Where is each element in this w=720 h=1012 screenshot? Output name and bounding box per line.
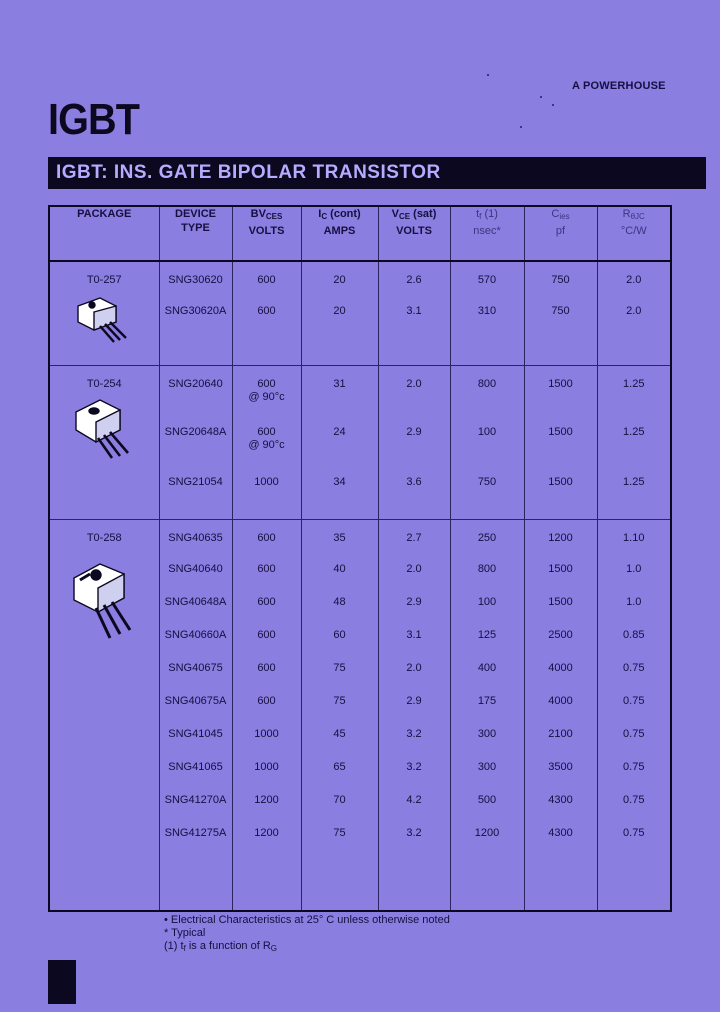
device-type: SNG40640: [168, 562, 223, 575]
vce-sat-value: 3.2: [406, 760, 422, 773]
ic-value: 40: [333, 562, 346, 575]
cies-value: 2100: [548, 727, 573, 740]
bv-condition: @ 90°c: [248, 438, 285, 451]
ic-value: 75: [333, 694, 346, 707]
footnote-tf: (1) $t_f$ is a function of $R_G$: [164, 940, 278, 953]
device-column-cell: [159, 261, 232, 365]
vce-sat-value: 2.9: [406, 595, 422, 608]
package-cell: [49, 519, 159, 911]
device-type: SNG21054: [168, 475, 223, 488]
header-bvces: $BV_{CES}$ VOLTS: [232, 206, 301, 261]
banner-text: IGBT: INS. GATE BIPOLAR TRANSISTOR: [56, 162, 441, 183]
bvces-value: 600 @ 90°c: [248, 377, 285, 403]
rthjc-value: 2.0: [626, 305, 642, 317]
ic-value: 35: [333, 531, 346, 544]
header-package: PACKAGE: [49, 206, 159, 261]
cies-value: 1500: [548, 425, 573, 438]
bvces-column-cell: [232, 519, 301, 911]
cies-value: 4000: [548, 661, 573, 674]
bvces-value: 1200: [254, 826, 279, 839]
rthjc-value: 0.75: [623, 727, 645, 740]
bvces-column-cell: [232, 365, 301, 519]
cies-value: 1500: [548, 377, 573, 390]
tf-value: 310: [477, 305, 497, 317]
to257-package-icon: [70, 292, 140, 352]
cies-value: 2500: [548, 628, 573, 641]
table-header-row: [49, 206, 671, 261]
tf-value: 750: [477, 475, 497, 488]
package-name: T0-257: [86, 274, 122, 286]
cies-column-cell: [524, 261, 597, 365]
cies-value: 1200: [548, 531, 573, 544]
vce-sat-value: 2.6: [406, 274, 422, 286]
ic-value: 70: [333, 793, 346, 806]
bvces-value: 600: [257, 274, 276, 286]
brand-tagline: A POWERHOUSE: [572, 80, 666, 92]
vce-sat-value: 2.0: [406, 661, 422, 674]
tf-value: 400: [477, 661, 497, 674]
bvces-value: 1000: [254, 475, 279, 488]
ic-value: 24: [333, 425, 346, 438]
rthjc-value: 0.75: [623, 661, 645, 674]
vce-sat-value: 3.1: [406, 628, 422, 641]
tf-column-cell: [450, 261, 524, 365]
vce-sat-value: 2.9: [406, 694, 422, 707]
package-group: [49, 261, 671, 365]
rthjc-value: 1.25: [623, 425, 645, 438]
package-image: [70, 396, 144, 469]
package-group: [49, 519, 671, 911]
vce-sat-column-cell: [378, 519, 450, 911]
ic-value: 45: [333, 727, 346, 740]
device-type: SNG41045: [168, 727, 223, 740]
ic-column-cell: [301, 261, 378, 365]
footnotes: [164, 914, 450, 955]
scan-speck: [552, 104, 554, 106]
cies-column-cell: [524, 365, 597, 519]
header-device-type: DEVICE TYPE: [159, 206, 232, 261]
vce-sat-value: 2.0: [406, 377, 422, 390]
bvces-value: 1000: [254, 760, 279, 773]
header-vce-sat: $V_{CE}$ (sat) VOLTS: [378, 206, 450, 261]
bvces-value: 600: [257, 595, 276, 608]
cies-value: 1500: [548, 475, 573, 488]
device-type: SNG40675A: [164, 694, 227, 707]
bvces-value: 600: [257, 531, 276, 544]
ic-column-cell: [301, 365, 378, 519]
cies-value: 1500: [548, 595, 573, 608]
ic-value: 34: [333, 475, 346, 488]
scan-speck: [487, 74, 489, 76]
cies-value: 1500: [548, 562, 573, 575]
device-type: SNG20640: [168, 377, 223, 390]
tf-column-cell: [450, 365, 524, 519]
device-type: SNG41270A: [164, 793, 227, 806]
bvces-value: 600: [257, 661, 276, 674]
bvces-value: 600: [257, 562, 276, 575]
device-column-cell: [159, 365, 232, 519]
tf-value: 250: [477, 531, 497, 544]
device-type: SNG40660A: [164, 628, 227, 641]
rthjc-value: 1.0: [626, 562, 642, 575]
spec-table: [48, 205, 672, 912]
vce-sat-value: 3.2: [406, 727, 422, 740]
device-type: SNG30620A: [164, 305, 227, 317]
tf-value: 1200: [474, 826, 500, 839]
ic-value: 20: [333, 274, 346, 286]
cies-value: 4300: [548, 793, 573, 806]
vce-sat-value: 3.6: [406, 475, 422, 488]
cies-value: 4000: [548, 694, 573, 707]
tf-value: 800: [477, 377, 497, 390]
ic-value: 31: [333, 377, 346, 390]
to254-package-icon: [70, 396, 144, 466]
rthjc-column-cell: [597, 365, 671, 519]
vce-sat-column-cell: [378, 261, 450, 365]
bvces-value: 1000: [254, 727, 279, 740]
scan-speck: [520, 126, 522, 128]
bvces-value: 1200: [254, 793, 279, 806]
cies-value: 3500: [548, 760, 573, 773]
to258-package-icon: [70, 558, 148, 644]
rthjc-value: 0.75: [623, 694, 645, 707]
device-type: SNG30620: [168, 274, 223, 286]
bvces-value: 600: [257, 694, 276, 707]
footnote-typical: * Typical: [164, 927, 206, 939]
device-column-cell: [159, 519, 232, 911]
ic-value: 20: [333, 305, 346, 317]
tf-value: 125: [477, 628, 497, 641]
ic-value: 48: [333, 595, 346, 608]
page-title: IGBT: [48, 95, 139, 144]
ic-value: 75: [333, 826, 346, 839]
page-edge-block: [48, 960, 76, 1004]
device-type: SNG40635: [168, 531, 223, 544]
vce-sat-value: 2.9: [406, 425, 422, 438]
package-cell: [49, 261, 159, 365]
cies-column-cell: [524, 519, 597, 911]
rthjc-value: 0.75: [623, 793, 645, 806]
header-cies: $C_{ies}$ pf: [524, 206, 597, 261]
vce-sat-column-cell: [378, 365, 450, 519]
package-cell: [49, 365, 159, 519]
rthjc-value: 0.85: [623, 628, 645, 641]
rthjc-value: 0.75: [623, 826, 645, 839]
header-ic: $I_C$ (cont) AMPS: [301, 206, 378, 261]
tf-value: 300: [477, 727, 497, 740]
tf-value: 570: [477, 274, 497, 286]
vce-sat-value: 3.2: [406, 826, 422, 839]
rthjc-column-cell: [597, 261, 671, 365]
vce-sat-value: 4.2: [406, 793, 422, 806]
tf-column-cell: [450, 519, 524, 911]
package-group: [49, 365, 671, 519]
rthjc-value: 1.10: [623, 531, 645, 544]
header-tf: $t_f$ (1) nsec*: [450, 206, 524, 261]
bvces-value: 600 @ 90°c: [248, 425, 285, 451]
cies-value: 750: [551, 274, 570, 286]
package-image: [70, 558, 148, 647]
tf-value: 800: [477, 562, 497, 575]
rthjc-column-cell: [597, 519, 671, 911]
section-banner: [48, 157, 706, 189]
rthjc-value: 2.0: [626, 274, 642, 286]
footnote-conditions: • Electrical Characteristics at 25° C unless otherwise noted: [164, 914, 450, 926]
device-type: SNG41065: [168, 760, 223, 773]
vce-sat-value: 3.1: [406, 305, 422, 317]
tf-value: 300: [477, 760, 497, 773]
bvces-value: 600: [257, 305, 276, 317]
header-rthjc: $R_{\theta JC}$ °C/W: [597, 206, 671, 261]
package-image: [70, 292, 140, 355]
ic-value: 65: [333, 760, 346, 773]
scan-speck: [540, 96, 542, 98]
tf-value: 175: [477, 694, 497, 707]
device-type: SNG20648A: [164, 425, 227, 438]
tf-value: 500: [477, 793, 497, 806]
bvces-value: 600: [257, 628, 276, 641]
rthjc-value: 1.25: [623, 475, 645, 488]
cies-value: 4300: [548, 826, 573, 839]
ic-value: 75: [333, 661, 346, 674]
package-name: T0-254: [86, 377, 122, 390]
ic-column-cell: [301, 519, 378, 911]
tf-value: 100: [477, 425, 497, 438]
device-type: SNG40648A: [164, 595, 227, 608]
bvces-column-cell: [232, 261, 301, 365]
rthjc-value: 0.75: [623, 760, 645, 773]
rthjc-value: 1.25: [623, 377, 645, 390]
device-type: SNG40675: [168, 661, 223, 674]
package-name: T0-258: [86, 531, 122, 544]
tf-value: 100: [477, 595, 497, 608]
cies-value: 750: [551, 305, 570, 317]
ic-value: 60: [333, 628, 346, 641]
rthjc-value: 1.0: [626, 595, 642, 608]
vce-sat-value: 2.0: [406, 562, 422, 575]
bv-condition: @ 90°c: [248, 390, 285, 403]
device-type: SNG41275A: [164, 826, 227, 839]
vce-sat-value: 2.7: [406, 531, 422, 544]
